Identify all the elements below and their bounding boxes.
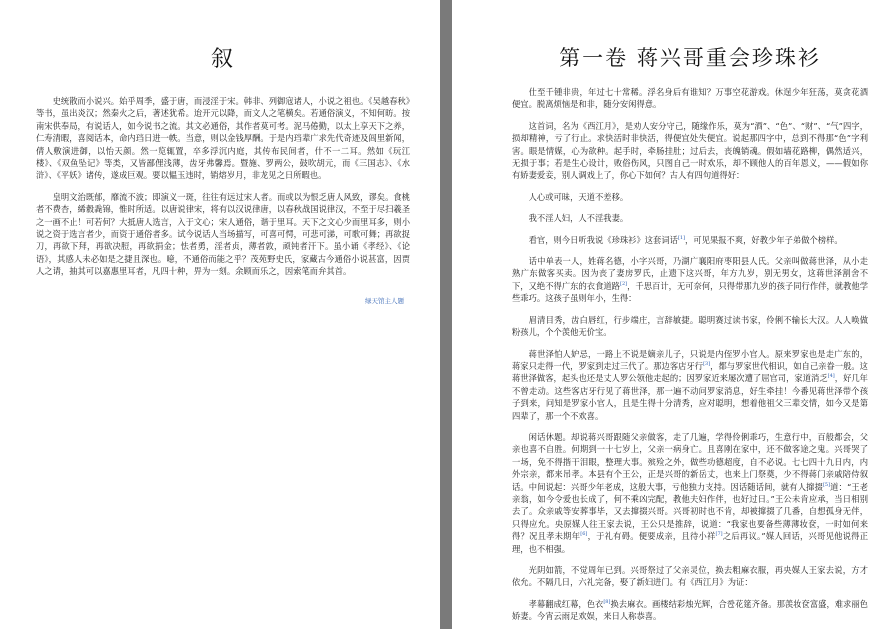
- footnote-link[interactable]: [2]: [620, 281, 628, 288]
- footnote-link[interactable]: [3]: [703, 361, 711, 368]
- footnote-link[interactable]: [7]: [715, 531, 723, 538]
- preface-paragraph: 皇明文治既郁，靡流不波；即演义一斑，往往有远过宋人者。而或以为恨乏唐人风致，谬矣。食桃者不费杏，絺縠毳锦，惟时所适。以唐说律宋，将有以汉说律唐，以春秋战国说律汉，不至于尽扫羲圣之一画不止！可若何？大抵唐人选言，入于文心；宋人通俗，谐于里耳。天下之文心少而里耳多，则小说之资于选言者少，而资于通俗者多。试今说话人当场描写，可喜可愕，可悲可涕，可歌可舞；再欲捉刀，再欲下拜，再欲决脰，再欲捐金；怯者勇，淫者贞，薄者敦，顽钝者汗下。虽小诵《孝经》、《论语》，其感人未必如是之捷且深也。噫，不通俗而能之乎？茂苑野史氏，家藏古今通俗小说甚富，因贾人之请，抽其可以嘉惠里耳者，凡四十种，畀为一刻。余顾而乐之，因索笔而弁其首。: [36, 191, 410, 277]
- verse-line: 人心或可昧，天道不差移。: [528, 191, 629, 202]
- chapter-paragraph: 眉清目秀，齿白唇红，行步端庄，言辞敏捷。聪明赛过读书家，伶俐不输长大汉。人人唤做粉孩儿，个个羡他无价宝。: [512, 314, 868, 338]
- page-gutter: [440, 0, 452, 629]
- left-page: [0, 0, 440, 629]
- footnote-link[interactable]: [1]: [677, 234, 686, 241]
- chapter-paragraph: 话中单表一人，姓蒋名德，小字兴哥，乃湖广襄阳府枣阳县人氏。父亲叫做蒋世泽，从小走熟广东做客买卖。因为丧了妻房罗氏，止遗下这兴哥，年方九岁，别无男女，这蒋世泽割舍不下，又绝不得广东的衣食道路[2]，千思百计，无可奈何，只得带那九岁的孩子同行作伴，就教他学些乖巧。这孩子虽则年小，生得：: [512, 256, 868, 304]
- footnote-link[interactable]: [4]: [827, 373, 835, 380]
- footnote-link[interactable]: [8]: [603, 599, 611, 606]
- footnote-link[interactable]: [6]: [580, 531, 588, 538]
- chapter-paragraph: 闲话休题。却说蒋兴哥跟随父亲做客，走了几遍，学得伶俐乖巧，生意行中，百般都会，父亲也喜不自胜。何期到一十七岁上，父亲一病身亡。且喜刚在家中，还不做客途之鬼。兴哥哭了一场，免不得揩干泪眼，整理大事。殡殓之外，做些功德超度，自不必说。七七四十九日内，内外宗亲，都来吊孝。本县有个王公，正是兴哥的新岳丈，也来上门祭奠，少不得蒋门亲戚陪侍叙话。中间说起：兴哥少年老成，这般大事，亏他独力支持。因话随话间，就有人撺掇[5]道：“王老亲翁，如今令爱也长成了，何不乘凶完配，教他夫妇作伴，也好过日。”王公未肯应承，当日相别去了。众亲戚等安葬事毕，又去撺掇兴哥。兴哥初时也不肯，却被撺掇了几番，自想孤身无伴，只得应允。央原媒人往王家去说，王公只是推辞，说道：“我家也要备些薄薄妆奁，一时如何来得？况且孝未期年[6]，于礼有碍。便要成亲，且待小祥[7]之后再议。”媒人回话，兴哥见他说得正理，也不相强。: [512, 431, 868, 554]
- chapter-paragraph: 孝幕翻成红幕，色衣[8]换去麻衣。画楼结彩烛光辉，合卺花筵齐备。那羡妆奁富盛，难求丽色娇妻。今宵云雨足欢娱，来日人称恭喜。: [512, 598, 868, 622]
- chapter-paragraph: 这首词，名为《西江月》，是劝人安分守己，随缘作乐，莫为“酒”、“色”、“财”、“气”四字，损却精神，亏了行止。求快活时非快活，得便宜处失便宜。说起那四字中，总到不得那“色”字利害。眼是情媒，心为欲种。起手时，牵肠挂肚；过后去，丧魄销魂。假如墙花路柳，偶然适兴，无损于事；若是生心设计，败俗伤风，只图自己一时欢乐，却不顾他人的百年恩义，——假如你有娇妻爱妾，别人调戏上了，你心下如何？古人有四句道得好：: [512, 120, 868, 181]
- footnote-link[interactable]: [5]: [822, 481, 831, 488]
- chapter-paragraph: 仕至千锺非贵，年过七十常稀。浮名身后有谁知？万事空花游戏。休逞少年狂荡，莫贪花酒便宜。脱离烦恼是和非，随分安闲得意。: [512, 87, 868, 110]
- chapter-paragraph: 蒋世泽怕人妒忌，一路上不说是嫡亲儿子，只说是内侄罗小官人。原来罗家也是走广东的，蒋家只走得一代，罗家到走过三代了。那边客店牙行[3]，都与罗家世代相识，如自己亲眷一般。这蒋世泽做客，起头也还是丈人罗公领他走起的；因罗家近来屡次遭了屈官司，家道消乏[4]，好几年不曾走动。这些客店牙行见了蒋世泽，那一遍不动问罗家消息，好生牵挂！今番见蒋世泽带个孩子到来，问知是罗家小官人，且是生得十分清秀，应对聪明，想着他祖父三辈交情，如今又是第四辈了，那一个不欢喜。: [512, 348, 868, 421]
- chapter-paragraph: 光阴如箭，不觉周年已到。兴哥祭过了父亲灵位，换去粗麻衣服，再央媒人王家去说，方才依允。不隔几日，六礼完备，娶了新妇进门。有《西江月》为证：: [512, 565, 868, 588]
- chapter-title: 第一卷 蒋兴哥重会珍珠衫: [559, 46, 821, 70]
- right-page: [452, 0, 892, 629]
- chapter-body: [512, 86, 868, 623]
- chapter-paragraph: 看官，则今日听我说《珍珠衫》这套词话[1]，可见果报不爽，好教少年子弟做个榜样。: [528, 234, 843, 245]
- preface-paragraph: 史统散而小说兴。始乎周季，盛于唐，而浸淫于宋。韩非、列御寇诸人，小说之祖也。《吴越春秋》等书，虽出炎汉；然秦火之后，著述犹希。迨开元以降，而文人之笔横矣。若通俗演义，不知何昉。按南宋供奉局，有说话人，如今说书之流。其文必通俗，其作者莫可考。泥马倦勤，以太上享天下之养，仁寿清暇，喜阅话本，命内珰日进一帙。当意，则以金钱厚酬。于是内珰辈广求先代奇迹及闾里新闻，倩人敷演进御，以怡天颜。然一览辄置，卒多浮沉内庭，其传布民间者，什不一二耳。然如《玩江楼》、《双鱼坠记》等类，又皆鄙俚浅薄，齿牙弗馨焉。暨施、罗两公，鼓吹胡元，而《三国志》、《水浒》、《平妖》诸传，遂成巨观。要以韫玉违时，销熔岁月，非龙见之日所暇也。: [36, 96, 410, 181]
- verse-line: 我不淫人妇，人不淫我妻。: [528, 213, 629, 224]
- preface-signature: 绿天馆主人题: [365, 296, 404, 305]
- preface-title: 叙: [210, 47, 235, 72]
